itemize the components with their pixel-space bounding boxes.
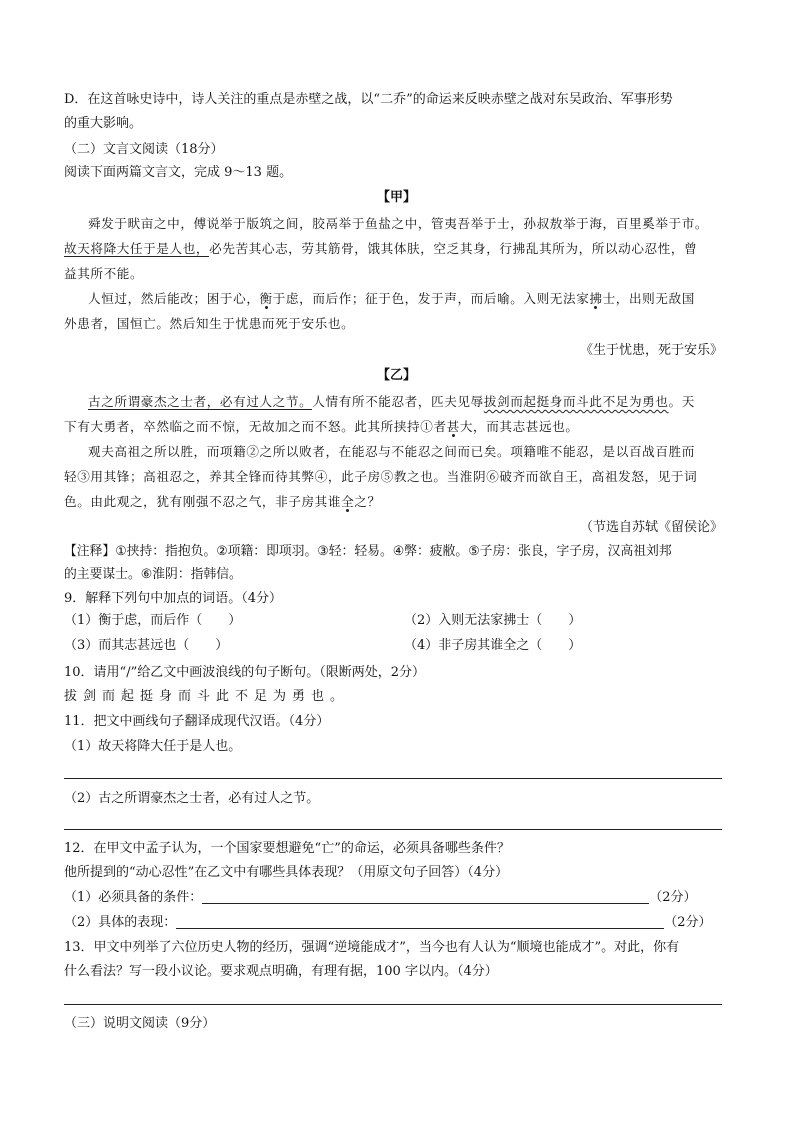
q12-answer-blank2[interactable] bbox=[176, 914, 664, 929]
q12-line1: 12．在甲文中孟子认为，一个国家要想避免“亡”的命运，必须具备哪些条件？ bbox=[64, 841, 510, 856]
q11-item1: （1）故天将降大任于是人也。 bbox=[64, 739, 242, 754]
passage-yi-heading: 【乙】 bbox=[376, 368, 416, 383]
q9-item1: （1）衡于虑，而后作（ ） bbox=[64, 613, 242, 628]
q13-line2: 什么看法？写一段小议论。要求观点明确，有理有据，100 字以内。（4分） bbox=[64, 964, 498, 979]
passage-jia-p1-line3: 益其所不能。 bbox=[64, 266, 144, 281]
dotted-word-bi: 拂 bbox=[589, 291, 603, 306]
passage-yi-p1-line2: 下有大勇者，卒然临之而不惊，无故加之而不怒。此其所挟持①者甚大，而其志甚远也。 bbox=[64, 419, 579, 434]
passage-jia-p2-line2: 外患者，国恒亡。然后知生于忧患而死于安乐也。 bbox=[64, 316, 355, 331]
section2-title: （二）文言文阅读（18分） bbox=[64, 142, 224, 157]
q11-answer-line2[interactable] bbox=[64, 829, 722, 830]
dotted-word-heng: 衡 bbox=[259, 291, 273, 306]
q12-item1: （1）必须具备的条件： （2分） bbox=[64, 890, 697, 905]
q13-line1: 13．甲文中列举了六位历史人物的经历，强调“逆境能成才”，当今也有人认为“顺境也能成才”。对此，你有 bbox=[64, 940, 680, 955]
q12-item2: （2）具体的表现： （2分） bbox=[64, 915, 712, 930]
wavy-sentence-yi: 拔剑而起挺身而斗此不足为勇也 bbox=[483, 394, 669, 409]
q12-line2: 他所提到的“动心忍性”在乙文中有哪些具体表现？（用原文句子回答）（4分） bbox=[64, 865, 509, 880]
q9-item4: （4）非子房其谁全之（ ） bbox=[404, 638, 582, 653]
passage-yi-p2-line1: 观夫高祖之所以胜，而项籍②之所以败者，在能忍与不能忍之间而已矣。项籍唯不能忍，是以百战百胜而 bbox=[88, 444, 695, 459]
section3-title: （三）说明文阅读（9分） bbox=[64, 1016, 216, 1031]
section2-instruction: 阅读下面两篇文言文，完成 9～13 题。 bbox=[64, 165, 293, 180]
q13-answer-line[interactable] bbox=[64, 1004, 722, 1005]
underlined-sentence-jia: 故天将降大任于是人也， bbox=[64, 241, 210, 256]
passage-yi-source: （节选自苏轼《留侯论》 bbox=[579, 520, 723, 535]
dotted-word-shen: 甚 bbox=[446, 419, 460, 434]
q11-item2: （2）古之所谓豪杰之士者，必有过人之节。 bbox=[64, 791, 320, 806]
option-d-line1: D．在这首咏史诗中，诗人关注的重点是赤壁之战，以“二乔”的命运来反映赤壁之战对东吴政治、军事形势 bbox=[64, 92, 673, 107]
passage-jia-p2-line1: 人恒过，然后能改；困于心，衡于虑，而后作；征于色，发于声，而后喻。入则无法家拂士，出则无敌国 bbox=[88, 291, 695, 306]
passage-jia-source: 《生于忧患，死于安乐》 bbox=[579, 343, 723, 358]
q9-title: 9．解释下列句中加点的词语。（4分） bbox=[64, 591, 283, 606]
notes-line2: 的主要谋士。⑥淮阴：指韩信。 bbox=[64, 567, 242, 582]
q9-item2: （2）入则无法家拂士（ ） bbox=[404, 613, 582, 628]
passage-yi-p1-line1: 古之所谓豪杰之士者，必有过人之节。人情有所不能忍者，匹夫见辱拔剑而起挺身而斗此不足为勇也。天 bbox=[88, 394, 695, 409]
q11-answer-line1[interactable] bbox=[64, 778, 722, 779]
option-d-line2: 的重大影响。 bbox=[64, 116, 143, 131]
passage-jia-heading: 【甲】 bbox=[376, 190, 416, 205]
q9-item3: （3）而其志甚远也（ ） bbox=[64, 638, 229, 653]
q12-answer-blank1[interactable] bbox=[202, 889, 649, 904]
passage-yi-p2-line2: 轻③用其锋；高祖忍之，养其全锋而待其弊④，此子房⑤教之也。当淮阴⑥破齐而欲自王，高祖发怒，见于词 bbox=[64, 469, 698, 484]
q10-title: 10．请用“/”给乙文中画波浪线的句子断句。（限断两处，2分） bbox=[64, 665, 425, 680]
notes-line1: 【注释】①挟持：指抱负。②项籍：即项羽。③轻：轻易。④弊：疲敝。⑤子房：张良，字子房，汉高祖刘邦 bbox=[64, 544, 672, 559]
passage-jia-p1-line1: 舜发于畎亩之中，傅说举于版筑之间，胶鬲举于鱼盐之中，管夷吾举于士，孙叔敖举于海，百里奚举于市。 bbox=[88, 216, 709, 231]
passage-yi-p2-line3: 色。由此观之，犹有刚强不忍之气，非子房其谁全之？ bbox=[64, 494, 381, 509]
dotted-word-quan: 全 bbox=[341, 494, 355, 509]
passage-jia-p1-line2: 故天将降大任于是人也，必先苦其心志，劳其筋骨，饿其体肤，空乏其身，行拂乱其所为，所以动心忍性，曾 bbox=[64, 241, 698, 256]
underlined-sentence-yi: 古之所谓豪杰之士者，必有过人之节。 bbox=[88, 394, 313, 409]
q11-title: 11．把文中画线句子翻译成现代汉语。（4分） bbox=[64, 714, 330, 729]
q10-sentence: 拔剑而起挺身而斗此不足为勇也。 bbox=[64, 689, 350, 704]
